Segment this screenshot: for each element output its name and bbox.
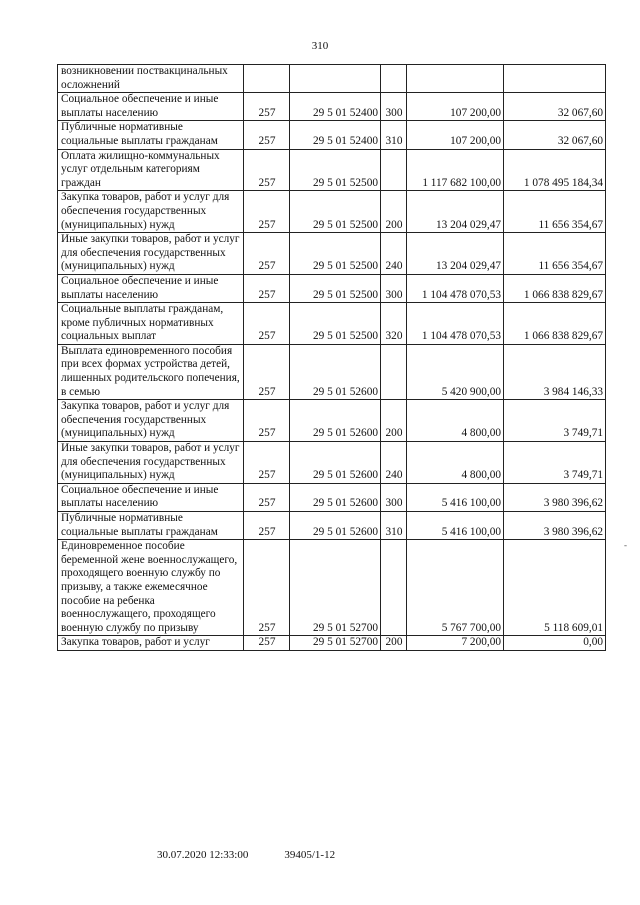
row-vr-cell: 200 — [381, 636, 407, 651]
row-amount-exec-cell: 3 749,71 — [504, 442, 606, 484]
row-vr-cell: 200 — [381, 400, 407, 442]
row-amount-exec-cell: 11 656 354,67 — [504, 191, 606, 233]
table-row — [58, 512, 606, 540]
row-ved-cell: 257 — [244, 121, 290, 149]
row-ved-cell: 257 — [244, 344, 290, 399]
row-amount-plan-cell: 1 117 682 100,00 — [407, 149, 504, 191]
row-amount-plan-cell: 1 104 478 070,53 — [407, 274, 504, 302]
table-row — [58, 483, 606, 511]
table-row — [58, 121, 606, 149]
row-name-cell: Иные закупки товаров, работ и услуг для обеспечения государственных (муниципальных) нужд — [58, 233, 244, 275]
row-vr-cell — [381, 65, 407, 93]
row-ved-cell: 257 — [244, 512, 290, 540]
row-ved-cell: 257 — [244, 149, 290, 191]
footer-timestamp: 30.07.2020 12:33:00 — [157, 849, 249, 861]
table-row — [58, 303, 606, 345]
row-amount-plan-cell: 107 200,00 — [407, 121, 504, 149]
table-row — [58, 344, 606, 399]
row-amount-plan-cell: 1 104 478 070,53 — [407, 303, 504, 345]
row-name-cell: Социальное обеспечение и иные выплаты населению — [58, 483, 244, 511]
row-vr-cell: 200 — [381, 191, 407, 233]
budget-table-body — [58, 65, 606, 651]
table-row — [58, 93, 606, 121]
row-csr-cell: 29 5 01 52500 — [290, 191, 381, 233]
row-name-cell: Единовременное пособие беременной жене военнослужащего, проходящего военную службу по призыву, а также ежемесячное пособие на ребенка военнослужащего, проходящего военную службу по призыву — [58, 540, 244, 636]
table-row — [58, 233, 606, 275]
table-row — [58, 442, 606, 484]
row-amount-exec-cell: 32 067,60 — [504, 121, 606, 149]
page-footer — [157, 849, 335, 861]
row-amount-exec-cell: 3 749,71 — [504, 400, 606, 442]
row-amount-exec-cell: 0,00 — [504, 636, 606, 651]
row-csr-cell: 29 5 01 52600 — [290, 483, 381, 511]
row-amount-exec-cell — [504, 65, 606, 93]
row-vr-cell — [381, 149, 407, 191]
row-vr-cell — [381, 540, 407, 636]
row-vr-cell: 300 — [381, 274, 407, 302]
row-name-cell: Выплата единовременного пособия при всех формах устройства детей, лишенных родительского попечения, в семью — [58, 344, 244, 399]
row-vr-cell: 240 — [381, 233, 407, 275]
row-csr-cell: 29 5 01 52500 — [290, 303, 381, 345]
row-ved-cell: 257 — [244, 483, 290, 511]
row-amount-exec-cell: 1 078 495 184,34 — [504, 149, 606, 191]
row-csr-cell: 29 5 01 52600 — [290, 344, 381, 399]
row-ved-cell: 257 — [244, 93, 290, 121]
row-name-cell: Оплата жилищно-коммунальных услуг отдельным категориям граждан — [58, 149, 244, 191]
margin-mark: - — [624, 540, 627, 550]
page-number: 310 — [311, 40, 329, 52]
row-csr-cell: 29 5 01 52500 — [290, 233, 381, 275]
row-amount-exec-cell: 3 980 396,62 — [504, 483, 606, 511]
row-amount-plan-cell: 7 200,00 — [407, 636, 504, 651]
row-csr-cell: 29 5 01 52500 — [290, 149, 381, 191]
row-amount-plan-cell: 4 800,00 — [407, 400, 504, 442]
row-amount-exec-cell: 11 656 354,67 — [504, 233, 606, 275]
row-name-cell: Социальное обеспечение и иные выплаты населению — [58, 274, 244, 302]
row-ved-cell: 257 — [244, 274, 290, 302]
row-vr-cell: 310 — [381, 512, 407, 540]
row-name-cell: Закупка товаров, работ и услуг — [58, 636, 244, 651]
row-ved-cell — [244, 65, 290, 93]
row-vr-cell: 300 — [381, 93, 407, 121]
row-csr-cell: 29 5 01 52400 — [290, 93, 381, 121]
row-amount-exec-cell: 1 066 838 829,67 — [504, 274, 606, 302]
row-amount-exec-cell: 1 066 838 829,67 — [504, 303, 606, 345]
row-csr-cell: 29 5 01 52700 — [290, 636, 381, 651]
row-ved-cell: 257 — [244, 233, 290, 275]
row-name-cell: Закупка товаров, работ и услуг для обеспечения государственных (муниципальных) нужд — [58, 191, 244, 233]
row-vr-cell: 320 — [381, 303, 407, 345]
row-amount-plan-cell: 4 800,00 — [407, 442, 504, 484]
row-csr-cell: 29 5 01 52500 — [290, 274, 381, 302]
row-amount-exec-cell: 5 118 609,01 — [504, 540, 606, 636]
row-csr-cell: 29 5 01 52700 — [290, 540, 381, 636]
row-ved-cell: 257 — [244, 303, 290, 345]
row-vr-cell: 300 — [381, 483, 407, 511]
row-name-cell: возникновении поствакцинальных осложнений — [58, 65, 244, 93]
row-amount-plan-cell: 13 204 029,47 — [407, 191, 504, 233]
row-csr-cell: 29 5 01 52600 — [290, 400, 381, 442]
row-name-cell: Социальное обеспечение и иные выплаты населению — [58, 93, 244, 121]
footer-document-code: 39405/1-12 — [284, 849, 336, 861]
budget-table — [57, 64, 606, 651]
row-amount-plan-cell: 107 200,00 — [407, 93, 504, 121]
row-ved-cell: 257 — [244, 191, 290, 233]
row-csr-cell: 29 5 01 52600 — [290, 512, 381, 540]
row-amount-exec-cell: 3 980 396,62 — [504, 512, 606, 540]
table-row — [58, 149, 606, 191]
table-row — [58, 540, 606, 636]
row-amount-plan-cell: 5 416 100,00 — [407, 512, 504, 540]
row-ved-cell: 257 — [244, 636, 290, 651]
row-amount-exec-cell: 3 984 146,33 — [504, 344, 606, 399]
row-csr-cell: 29 5 01 52600 — [290, 442, 381, 484]
row-amount-plan-cell: 5 767 700,00 — [407, 540, 504, 636]
row-name-cell: Иные закупки товаров, работ и услуг для обеспечения государственных (муниципальных) нужд — [58, 442, 244, 484]
table-row — [58, 636, 606, 651]
row-name-cell: Закупка товаров, работ и услуг для обеспечения государственных (муниципальных) нужд — [58, 400, 244, 442]
table-row — [58, 400, 606, 442]
row-ved-cell: 257 — [244, 442, 290, 484]
table-row — [58, 191, 606, 233]
row-csr-cell: 29 5 01 52400 — [290, 121, 381, 149]
row-vr-cell — [381, 344, 407, 399]
row-name-cell: Публичные нормативные социальные выплаты гражданам — [58, 512, 244, 540]
table-row — [58, 274, 606, 302]
row-ved-cell: 257 — [244, 540, 290, 636]
row-ved-cell: 257 — [244, 400, 290, 442]
row-amount-plan-cell: 13 204 029,47 — [407, 233, 504, 275]
row-amount-exec-cell: 32 067,60 — [504, 93, 606, 121]
row-name-cell: Социальные выплаты гражданам, кроме публичных нормативных социальных выплат — [58, 303, 244, 345]
table-row — [58, 65, 606, 93]
row-vr-cell: 240 — [381, 442, 407, 484]
row-amount-plan-cell: 5 420 900,00 — [407, 344, 504, 399]
row-name-cell: Публичные нормативные социальные выплаты гражданам — [58, 121, 244, 149]
row-amount-plan-cell: 5 416 100,00 — [407, 483, 504, 511]
row-vr-cell: 310 — [381, 121, 407, 149]
row-csr-cell — [290, 65, 381, 93]
row-amount-plan-cell — [407, 65, 504, 93]
